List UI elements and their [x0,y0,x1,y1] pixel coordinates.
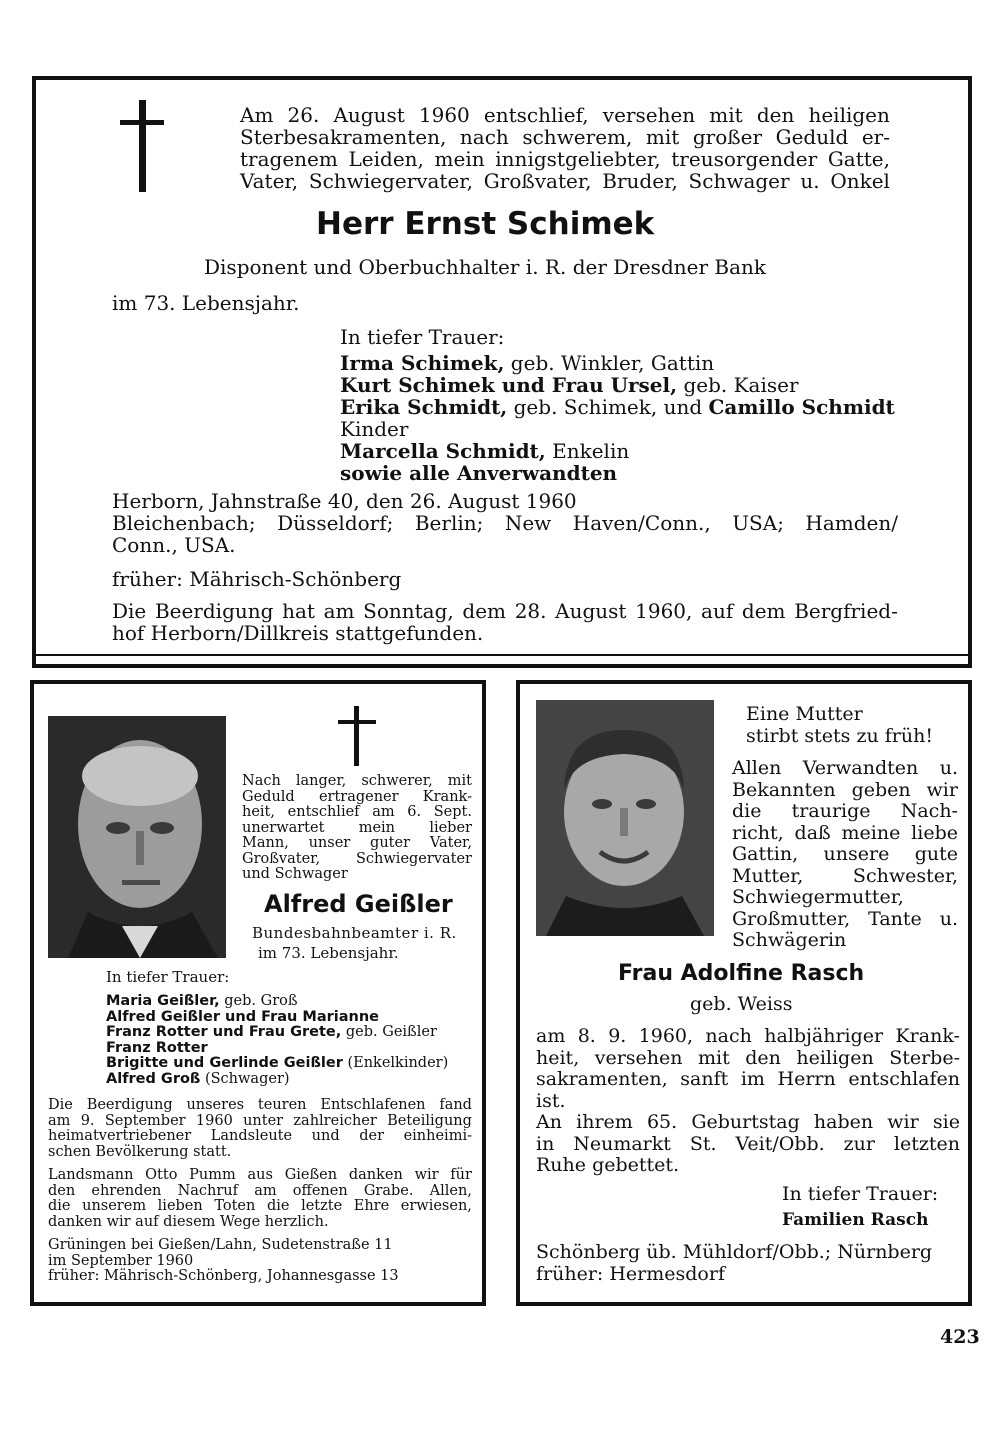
intro-line [242,774,472,790]
word: Grabe. [363,1182,414,1199]
word: am [536,1025,566,1047]
word: Allen, [429,1182,472,1199]
body-line: ist. [536,1089,566,1112]
word: den [48,1182,76,1199]
mourner-line: Marcella Schmidt, Enkelin [340,439,630,463]
word: Schwester, [852,864,958,887]
word: entschlafen [848,1068,960,1090]
intro-line [242,790,472,806]
rasch-motto [746,704,933,747]
word: September [104,1112,186,1129]
word: unter [243,1112,284,1129]
word: mein [434,147,485,171]
schimek-address [112,490,898,556]
word: wir [887,1111,919,1133]
word: Sept. [433,804,472,820]
word: 1960, [635,599,693,623]
word: 1960, [638,1025,694,1047]
word: USA; [732,511,784,535]
word: Schwager [688,169,790,193]
word: schwerer, [361,773,433,789]
word: unsere [823,843,890,865]
deceased-maiden-name: geb. Weiss [690,993,793,1015]
word: Nach- [900,800,958,822]
word: wir [926,778,958,801]
word: schwerem, [522,125,633,149]
geissler-intro [242,774,472,883]
word: Hamden/ [805,511,898,535]
word: liebe [911,821,958,844]
word: Haven/Conn., [572,511,711,535]
deceased-occupation: Bundesbahnbeamter i. R. [252,924,457,942]
schimek-former-home: früher: Mährisch-Schönberg [112,567,402,591]
word: Vater, [429,835,472,851]
deceased-name: Frau Adolfine Rasch [618,961,865,986]
schimek-intro [240,104,890,192]
word: die [48,1198,71,1214]
word: versehen [594,1046,683,1069]
address-line: im September 1960 [48,1252,194,1269]
word: am [372,804,395,820]
word: Beerdigung [86,1097,173,1113]
word: unser [308,835,351,851]
word: Otto [145,1167,178,1183]
mourner-line: Kurt Schimek und Frau Ursel, geb. Kaiser [340,373,799,397]
word: 1960 [195,1112,233,1129]
word: Landsleute [210,1128,293,1144]
word: Sterbesakramenten, [240,125,447,149]
intro-line [732,780,958,802]
mourner-line: Brigitte und Gerlinde Geißler (Enkelkinder) [106,1055,449,1071]
word: entschlief, [483,103,589,127]
intro-line [242,805,472,821]
address-line: früher: Mährisch-Schönberg, Johannesgasse 13 [48,1268,399,1284]
word: aus [247,1167,273,1183]
word: ertragener [318,788,399,805]
word: großer [692,125,763,149]
geissler-address [48,1238,399,1285]
mourner-line: Alfred Groß (Schwager) [106,1070,290,1087]
motto-line: stirbt stets zu früh! [746,724,933,747]
deceased-name: Herr Ernst Schimek [316,206,655,242]
page-number: 423 [940,1326,980,1348]
word: Sterbe- [889,1046,960,1069]
thanks-line: danken wir auf diesem Wege herzlich. [48,1213,329,1230]
word: heit, [242,804,275,820]
word: August [333,103,405,127]
word: am [48,1112,71,1129]
word: erwiesen, [400,1198,472,1214]
word: Gatte, [827,147,890,171]
intro-line: und Schwager [242,866,348,882]
word: er- [861,125,890,149]
word: u. [939,757,958,779]
rasch-intro [732,758,958,952]
word: entschlief [287,804,360,820]
cross-icon [120,100,164,192]
word: Die [48,1097,73,1113]
word: Geduld [242,788,295,805]
word: am [254,1182,277,1199]
mourning-heading: In tiefer Trauer: [782,1183,939,1205]
deceased-age: im 73. Lebensjahr. [258,944,399,962]
geissler-thanks [48,1168,472,1230]
funeral-line [112,600,898,622]
intro-line [240,148,890,170]
intro-line [732,801,958,823]
word: nach [459,125,509,149]
word: mit [697,1046,730,1069]
word: heit, [536,1046,580,1069]
word: am [323,599,355,623]
word: letzten [893,1132,960,1155]
word: Schwiegervater, [308,169,474,193]
word: und [311,1128,340,1144]
word: heiligen [796,1046,874,1069]
intro-line [732,823,958,845]
word: St. [689,1132,717,1155]
word: Schwiegervater [356,850,472,867]
word: Beteiligung [387,1112,472,1129]
word: zahlreicher [293,1112,377,1129]
word: Großvater, [483,169,592,193]
intro-line [732,909,958,931]
funeral-line [48,1114,472,1130]
word: mit [447,773,472,789]
rasch-body [536,1026,960,1177]
word: guter [370,835,411,851]
deceased-name: Alfred Geißler [264,890,453,918]
word: Bergfried- [794,599,898,623]
address-line: Conn., USA. [112,533,236,557]
word: treusorgender [671,147,818,171]
word: fand [439,1097,472,1113]
portrait-photo-man [48,716,226,958]
funeral-line [48,1098,472,1114]
mourner-line: Maria Geißler, geb. Groß [106,993,298,1009]
word: daß [794,821,831,844]
mourner-line: Franz Rotter [106,1039,208,1056]
word: lieben [157,1198,203,1214]
word: mit [645,125,680,149]
word: 28. [514,599,547,623]
word: Krank- [422,788,472,805]
cross-icon [338,706,376,766]
word: im [740,1068,765,1090]
word: Veit/Obb. [735,1132,825,1155]
address-line: Grüningen bei Gießen/Lahn, Sudetenstraße 11 [48,1237,393,1253]
word: New [504,511,552,535]
word: langer, [295,773,347,789]
word: Allen [732,757,782,779]
thanks-line [48,1184,472,1200]
word: Mutter, [732,864,804,887]
word: Krank- [895,1025,960,1047]
word: Nach [242,773,281,789]
body-line [536,1069,960,1091]
word: innigstgeliebter, [495,147,661,171]
address-line [112,512,898,534]
word: zur [843,1132,875,1155]
address-line: Schönberg üb. Mühldorf/Obb.; Nürnberg [536,1241,933,1263]
word: Herrn [777,1068,836,1090]
word: Gattin, [732,843,799,865]
word: 9. [608,1025,627,1047]
address-line: Herborn, Jahnstraße 40, den 26. August 1960 [112,489,577,513]
word: 6. [407,804,422,820]
mourners-list [106,994,448,1087]
thanks-line [48,1168,472,1184]
word: richt, [732,821,784,844]
word: tragenem [240,147,338,171]
word: 9. [80,1112,95,1129]
word: letzte [301,1198,343,1214]
intro-line [242,821,472,837]
word: in [536,1132,555,1155]
word: u. [939,907,958,930]
mourner-line: Franz Rotter und Frau Grete, geb. Geißler [106,1024,437,1040]
word: Vater, [240,169,299,193]
word: ehrenden [91,1182,162,1199]
word: meine [841,821,901,844]
word: Leiden, [348,147,424,171]
word: unerwartet [242,819,325,836]
word: die [732,800,762,822]
deceased-occupation: Disponent und Oberbuchhalter i. R. der Dresdner Bank [204,255,767,279]
intro-line [732,758,958,780]
word: Bruder, [602,169,678,193]
word: Düsseldorf; [277,511,394,535]
portrait-photo-woman [536,700,714,936]
word: unseres [186,1097,245,1113]
word: Neumarkt [573,1132,671,1155]
word: Entschlafenen [320,1097,426,1113]
word: Geburtstag [691,1111,800,1133]
word: Die [112,599,147,623]
mourning-heading: In tiefer Trauer: [340,325,505,349]
word: nach [705,1025,752,1047]
word: der [359,1128,384,1144]
word: haben [813,1111,874,1133]
word: Nachruf [177,1182,238,1199]
intro-line [240,170,890,192]
word: sanft [680,1068,729,1090]
word: Beerdigung [154,599,274,623]
word: Tante [868,907,922,930]
body-line [536,1112,960,1134]
intro-line [732,866,958,888]
word: u. [800,169,820,193]
word: Bekannten [732,778,836,801]
word: geben [851,778,911,801]
intro-line [242,852,472,868]
word: Toten [214,1198,256,1214]
intro-line: Schwägerin [732,929,847,951]
word: dem [741,599,786,623]
word: Am [240,103,274,127]
word: Berlin; [414,511,484,535]
mourner-line: Irma Schimek, geb. Winkler, Gattin [340,351,715,375]
word: Ehre [353,1198,390,1214]
rasch-address [536,1242,932,1285]
body-line [536,1026,960,1048]
word: Verwandten [802,757,919,779]
word: 65. [646,1111,678,1133]
word: einheimi- [403,1128,472,1144]
body-line [536,1134,960,1156]
funeral-line: hof Herborn/Dillkreis stattgefunden. [112,621,484,645]
mourners-list [340,352,895,484]
word: 1960 [418,103,470,127]
motto-line: Eine Mutter [746,703,863,725]
geissler-funeral [48,1098,472,1160]
word: Sonntag, [363,599,454,623]
mourning-heading: In tiefer Trauer: [106,968,230,986]
word: ihrem [576,1111,633,1133]
body-line [536,1048,960,1070]
word: Mann, [242,835,289,851]
word: die [266,1198,290,1214]
word: 26. [287,103,320,127]
funeral-line: schen Bevölkerung statt. [48,1143,232,1160]
mourner-line: Alfred Geißler und Frau Marianne [106,1008,380,1025]
word: August [555,599,627,623]
word: Landsmann [48,1167,134,1183]
word: Gießen [284,1167,338,1183]
body-line: Ruhe gebettet. [536,1154,680,1176]
word: lieber [429,819,472,836]
word: sie [932,1111,960,1133]
word: Pumm [189,1167,236,1183]
intro-line [240,104,890,126]
funeral-line [48,1129,472,1145]
intro-line [240,126,890,148]
thanks-line [48,1199,472,1215]
word: hat [282,599,315,623]
intro-line: Schwiegermutter, [732,886,904,908]
word: für [450,1167,472,1183]
word: unserem [82,1198,147,1214]
family-name: Familien Rasch [782,1210,929,1230]
address-line: früher: Hermesdorf [536,1262,725,1285]
word: Onkel [830,169,890,193]
word: traurige [791,800,871,822]
word: heimatvertriebener [48,1128,192,1144]
word: offenen [292,1182,348,1199]
word: Großmutter, [732,907,851,930]
mourner-line: sowie alle Anverwandten [340,461,618,485]
word: auf [701,599,734,623]
word: sakramenten, [536,1068,668,1090]
word: mein [358,819,396,836]
word: gute [914,843,958,865]
word: 8. [577,1025,596,1047]
mourner-line: Kinder [340,417,409,441]
word: danken [348,1167,403,1183]
intro-line [242,836,472,852]
word: den [745,1046,781,1069]
mourner-line: Erika Schmidt, geb. Schimek, und Camillo Schmidt [340,395,895,419]
word: Bleichenbach; [112,511,256,535]
word: teuren [257,1097,307,1113]
word: heiligen [808,103,890,127]
deceased-age: im 73. Lebensjahr. [112,291,300,315]
word: Geduld [775,125,849,149]
schimek-funeral [112,600,898,644]
word: Großvater, [242,850,321,867]
word: halbjähriger [764,1025,884,1047]
word: dem [462,599,507,623]
word: An [536,1111,562,1133]
word: mit [709,103,743,127]
word: wir [414,1167,439,1183]
word: versehen [602,103,696,127]
intro-line [732,844,958,866]
word: den [756,103,795,127]
